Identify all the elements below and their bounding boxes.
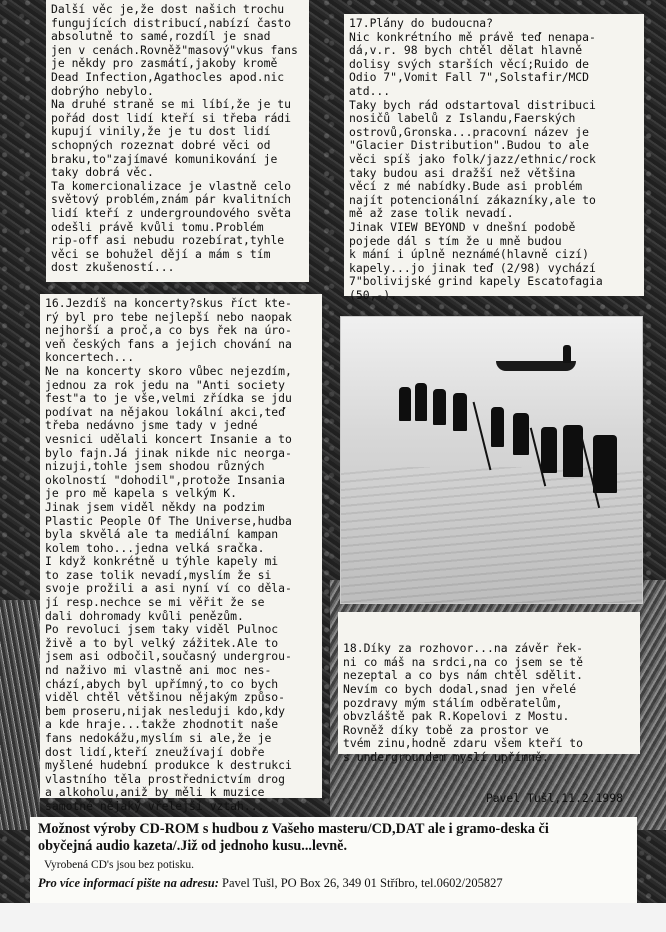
text-line: Plastic People Of The Universe,hudba: [45, 513, 292, 528]
text-line: viděl chtěl většinou nějakým způso-: [45, 690, 286, 705]
text-line: Jinak VIEW BEYOND v dnešní podobě: [349, 219, 576, 234]
text-line: Ne na koncerty skoro vůbec nejezdím,: [45, 363, 292, 378]
text-line: světový problém,znám pár kvalitních: [51, 192, 292, 207]
text-line: Jinak jsem viděl někdy na podzim: [45, 499, 265, 514]
text-line: pořád dost lidí kteří si třeba rádi: [51, 110, 292, 125]
text-line: mě až zase tolik nevadí.: [349, 206, 514, 221]
text-line: rip-off asi nebudu rozebírat,tyhle: [51, 233, 285, 248]
text-line: jsem asi odbočil,současný undergrou-: [45, 649, 292, 664]
text-line: samotné nějaký vřelejší vztah...: [45, 798, 265, 813]
text-line: Dead Infection,Agathocles apod.nic: [51, 69, 285, 84]
signature: Pavel Tušl,11.2.1998: [485, 790, 623, 805]
text-line: věci spíš jako folk/jazz/ethnic/rock: [349, 151, 596, 166]
cd-production-ad: [30, 817, 637, 903]
rower: [563, 345, 571, 363]
concerts-text-box: [40, 294, 322, 813]
text-line: veň českých fans a jejich chování na: [45, 336, 292, 351]
text-line: nizuji,tohle jsem shodou různých: [45, 459, 265, 474]
text-line: fungujících distribucí,nabízí často: [51, 15, 292, 30]
text-line: podívat na nějakou lokální akci,teď: [45, 404, 286, 419]
collage-texture-left: [0, 600, 40, 830]
text-line: ostrovů,Gronska...pracovní název je: [349, 124, 590, 139]
text-line: dá,v.r. 98 bych chtěl dělat hlavně: [349, 43, 583, 58]
text-line: Další věc je,že dost našich trochu: [51, 2, 285, 16]
text-line: obvzláště pak R.Kopelovi z Mostu.: [343, 709, 570, 724]
text-line: dost zkušeností...: [51, 260, 175, 275]
lake-people-photo: [340, 316, 643, 604]
text-line: nd naživo mi vlastně ani moc nes-: [45, 663, 272, 678]
text-line: Odio 7",Vomit Fall 7",Solstafir/MCD: [349, 70, 590, 85]
text-line: fest"a to je vše,velmi zřídka se jdu: [45, 391, 292, 406]
text-line: jen v cenách.Rovněž"masový"vkus fans: [51, 42, 298, 57]
text-line: svoje prožili a asi nyní ví co děla-: [45, 581, 292, 596]
text-line: bem proseru,nijak nesleduji kdo,kdy: [45, 703, 286, 718]
text-line: Taky bych rád odstartoval distribuci: [349, 97, 596, 112]
ad-line-1: Možnost výroby CD-ROM s hudbou z Vašeho masteru/CD,DAT ale i gramo-deska či: [38, 821, 549, 837]
text-line: myšlené hudební produkce k destrukci: [45, 758, 292, 773]
text-line: schopných rozeznat dobré věci od: [51, 137, 271, 152]
text-line: pozdravy mým stálím odběratelům,: [343, 695, 563, 710]
text-line: byla skvělá ale ta mediální kampan: [45, 527, 279, 542]
text-line: dali dohromady kvůli penězům.: [45, 608, 244, 623]
text-line: nosičů labelů z Islandu,Faerských: [349, 111, 576, 126]
text-line: tvém zinu,hodně zdaru všem kteří to: [343, 736, 584, 751]
text-line: a kde hraje...takže zhodnotit naše: [45, 717, 279, 732]
text-line: Rovněž díky tobě za prostor ve: [343, 722, 549, 737]
text-line: dolisy svých starších věcí;Ruido de: [349, 56, 590, 71]
text-line: je někdy pro zasmátí,jakoby kromě: [51, 56, 278, 71]
text-line: Ta komercionalizace je vlastně celo: [51, 178, 292, 193]
text-line: atd...: [349, 83, 391, 98]
ad-note: Vyrobená CD's jsou bez potisku.: [44, 859, 194, 871]
text-line: dobrýho nebylo.: [51, 83, 154, 98]
text-line: kolem toho...jedna velká sračka.: [45, 540, 265, 555]
distribution-text-box: [46, 0, 309, 282]
text-line: kupují vinily,že je tu dost lidí: [51, 124, 271, 139]
text-line: jednou za rok jedu na "Anti society: [45, 377, 286, 392]
text-line: dost lidí,kteří zneužívají dobře: [45, 744, 265, 759]
text-line: ni co máš na srdci,na co jsem se tě: [343, 654, 584, 669]
text-line: okolností "dohodil",protože Insania: [45, 472, 286, 487]
thanks-text-box: [338, 612, 640, 805]
text-line: lidí kteří z undergroundového světa: [51, 205, 292, 220]
text-line: nezeptal a co bys nám chtěl sdělit.: [343, 668, 584, 683]
text-line: 7"bolivijské grind kapely Escatofagia: [349, 274, 603, 289]
ad-contact-address: Pavel Tušl, PO Box 26, 349 01 Stříbro, tel.0602/205827: [218, 876, 503, 890]
text-line: Nevím co bych dodal,snad jen vřelé: [343, 681, 577, 696]
text-line: vlastního těla prostřednictvím drog: [45, 771, 286, 786]
plans-text-box: [344, 14, 644, 302]
text-line: živě a to byl velký zážitek.Ale to: [45, 635, 279, 650]
ad-contact-label: Pro více informací pište na adresu:: [38, 876, 219, 890]
text-line: koncertech...: [45, 350, 135, 365]
text-line: "Glacier Distribution".Budou to ale: [349, 138, 590, 153]
text-line: taky dobrá věc.: [51, 165, 154, 180]
text-line: vesnici udělali koncert Insanie a to: [45, 431, 292, 446]
text-line: je pro mě kapela s velkým K.: [45, 486, 238, 501]
text-line: (50,-).: [349, 287, 398, 302]
text-line: a alkoholu,aniž by měli k muzice: [45, 785, 265, 800]
text-line: 18.Díky za rozhovor...na závěr řek-: [343, 641, 584, 656]
text-line: absolutně to samé,rozdíl je snad: [51, 29, 271, 44]
text-line: pojede dál s tím že u mně budou: [349, 233, 562, 248]
text-line: bylo fajn.Já jinak nikde nic neorga-: [45, 445, 292, 460]
text-line: s undergroundem myslí upřímně.: [343, 749, 549, 764]
text-line: věci se bohužel dějí a mám s tím: [51, 246, 271, 261]
text-line: rý byl pro tebe nejlepší nebo naopak: [45, 309, 292, 324]
text-line: odešli právě kvůli tomu.Problém: [51, 219, 264, 234]
text-line: I když konkrétně u týhle kapely mi: [45, 554, 279, 569]
text-line: Na druhé straně se mi líbí,že je tu: [51, 97, 292, 112]
text-line: Nic konkrétního mě právě teď nenapa-: [349, 29, 596, 44]
ad-contact: [38, 876, 629, 891]
text-line: jí resp.nechce se mi věřit že se: [45, 595, 265, 610]
page-bottom-margin: [0, 903, 666, 932]
text-line: k mání i úplně neznámé(hlavně cizí): [349, 247, 590, 262]
text-line: to zase tolik nevadí,myslím že si: [45, 567, 272, 582]
text-line: braku,to"zajímavé komunikování je: [51, 151, 278, 166]
text-line: chází,abych byl upřímný,to co bych: [45, 676, 279, 691]
text-line: nejhorší a proč,a co bys řek na úro-: [45, 323, 292, 338]
text-line: fans nedokážu,myslím si ale,že je: [45, 731, 272, 745]
text-line: taky budou asi dražší než většina: [349, 165, 576, 180]
ad-line-2: obyčejná audio kazeta/.Již od jednoho kusu...levně.: [38, 838, 348, 854]
text-line: věcí z mé nabídky.Bude asi problém: [349, 179, 583, 194]
text-line: třeba nedávno jsme tady v jedné: [45, 418, 258, 433]
text-line: Po revoluci jsem taky viděl Pulnoc: [45, 622, 279, 637]
text-line: 16.Jezdíš na koncerty?skus říct kte-: [45, 296, 292, 310]
text-line: najít potencionální zákazníky,ale to: [349, 192, 596, 207]
text-line: kapely...jo jinak teď (2/98) vychází: [349, 260, 596, 275]
text-line: 17.Plány do budoucna?: [349, 16, 494, 30]
